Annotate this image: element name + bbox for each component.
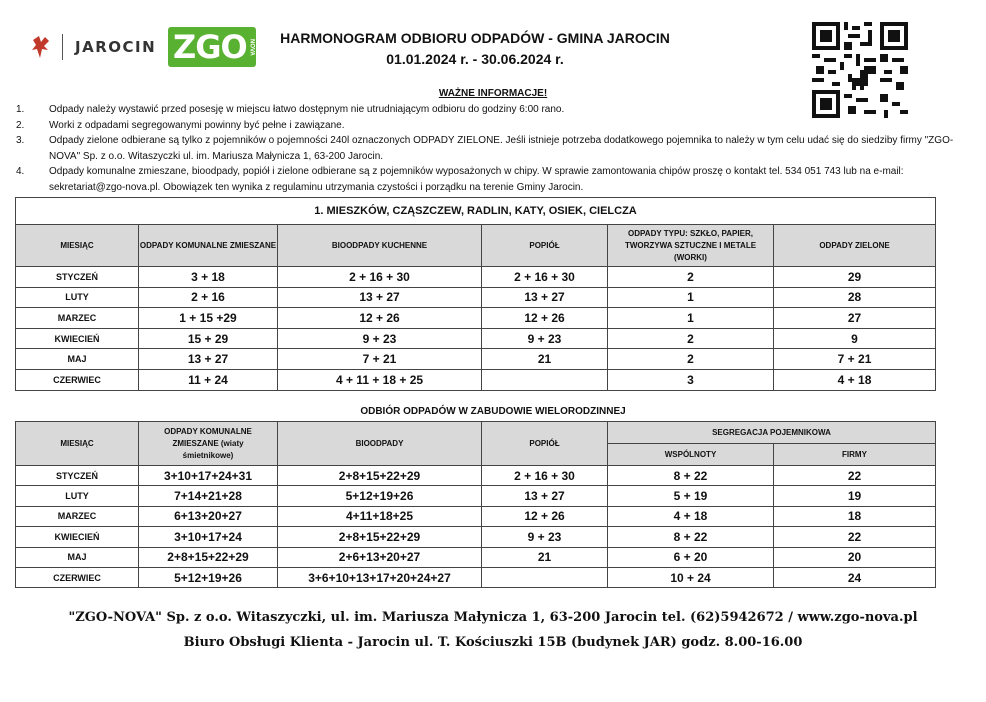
date-cell: 21 <box>482 547 608 567</box>
date-cell: 2+8+15+22+29 <box>278 527 482 547</box>
date-cell: 8 + 22 <box>608 466 774 486</box>
footer-office-hours: Biuro Obsługi Klienta - Jarocin ul. T. Kościuszki 15B (budynek JAR) godz. 8.00-16.00 <box>183 635 803 650</box>
date-cell: 4 + 11 + 18 + 25 <box>278 369 482 390</box>
date-cell: 1 + 15 +29 <box>139 308 278 329</box>
info-item-text: Worki z odpadami segregowanymi powinny być pełne i zawiązane. <box>49 119 345 131</box>
column-header: MIESIĄC <box>16 225 139 267</box>
title-line-1: HARMONOGRAM ODBIORU ODPADÓW - GMINA JAROCIN <box>280 30 670 46</box>
date-cell: 2 <box>608 267 774 288</box>
date-cell: 3 + 18 <box>139 267 278 288</box>
table-row <box>16 547 936 567</box>
info-item <box>16 164 956 195</box>
month-cell: MARZEC <box>16 506 139 526</box>
footer <box>0 605 986 655</box>
info-item-number: 2. <box>16 119 25 131</box>
month-cell: STYCZEŃ <box>16 466 139 486</box>
date-cell: 13 + 27 <box>139 349 278 370</box>
column-header: BIOODPADY <box>278 422 482 466</box>
date-cell: 5+12+19+26 <box>278 486 482 506</box>
month-cell: MAJ <box>16 349 139 370</box>
table-row <box>16 328 936 349</box>
info-item-text: Odpady komunalne zmieszane, bioodpady, popiół i zielone odbierane są z pojemników wyposażonych w chipy. W sprawie zamontowania chipów proszę o kontakt tel. 534 051 743 lub na e-mail: sekretariat@zgo-nova.pl. Obowiązek ten wynika z regulaminu utrzymania czystości i porządku na terenie Gminy Jarocin. <box>49 166 904 193</box>
date-cell: 6 + 20 <box>608 547 774 567</box>
date-cell: 29 <box>774 267 936 288</box>
date-cell: 3+10+17+24+31 <box>139 466 278 486</box>
month-cell: LUTY <box>16 486 139 506</box>
municipality-name: JAROCIN <box>75 38 157 56</box>
month-cell: MAJ <box>16 547 139 567</box>
table-row <box>16 267 936 288</box>
info-item-number: 4. <box>16 166 25 178</box>
date-cell: 18 <box>774 506 936 526</box>
table-row <box>16 466 936 486</box>
date-cell: 1 <box>608 287 774 308</box>
column-header: BIOODPADY KUCHENNE <box>278 225 482 267</box>
date-cell: 2+8+15+22+29 <box>139 547 278 567</box>
table-caption-multifamily: ODBIÓR ODPADÓW W ZABUDOWIE WIELORODZINNEJ <box>360 406 626 417</box>
date-cell: 4 + 18 <box>774 369 936 390</box>
table-row <box>16 567 936 587</box>
date-cell: 3 <box>608 369 774 390</box>
column-header: POPIÓŁ <box>482 225 608 267</box>
column-header: WSPÓLNOTY <box>608 444 774 466</box>
date-cell: 20 <box>774 547 936 567</box>
jarocin-logo <box>30 34 156 60</box>
date-cell: 15 + 29 <box>139 328 278 349</box>
date-cell: 7 + 21 <box>774 349 936 370</box>
date-cell <box>482 567 608 587</box>
info-item <box>16 102 956 118</box>
column-header: FIRMY <box>774 444 936 466</box>
column-header: MIESIĄC <box>16 422 139 466</box>
date-cell: 2 + 16 <box>139 287 278 308</box>
date-cell: 2 <box>608 349 774 370</box>
info-item-number: 1. <box>16 104 25 115</box>
table-row <box>16 369 936 390</box>
date-cell: 5+12+19+26 <box>139 567 278 587</box>
column-header: ODPADY ZIELONE <box>774 225 936 267</box>
nova-logo-text: NOVA <box>248 38 255 56</box>
date-cell: 22 <box>774 466 936 486</box>
schedule-table-villages <box>15 197 936 391</box>
date-cell: 13 + 27 <box>482 287 608 308</box>
table-row <box>16 527 936 547</box>
info-item <box>16 133 956 164</box>
date-cell: 6+13+20+27 <box>139 506 278 526</box>
date-cell: 9 <box>774 328 936 349</box>
schedule-table-multifamily <box>15 421 936 588</box>
column-header: SEGREGACJA POJEMNIKOWA <box>608 422 936 444</box>
date-cell: 8 + 22 <box>608 527 774 547</box>
date-cell: 2+6+13+20+27 <box>278 547 482 567</box>
date-cell: 2 + 16 + 30 <box>278 267 482 288</box>
column-header: POPIÓŁ <box>482 422 608 466</box>
info-heading: WAŻNE INFORMACJE! <box>438 88 548 99</box>
table-row <box>16 506 936 526</box>
table-row <box>16 287 936 308</box>
date-cell: 3+10+17+24 <box>139 527 278 547</box>
month-cell: MARZEC <box>16 308 139 329</box>
date-cell: 9 + 23 <box>482 527 608 547</box>
date-cell: 12 + 26 <box>278 308 482 329</box>
column-header: ODPADY KOMUNALNE ZMIESZANE <box>139 225 278 267</box>
date-cell: 7+14+21+28 <box>139 486 278 506</box>
date-cell: 11 + 24 <box>139 369 278 390</box>
info-item <box>16 118 956 134</box>
date-cell: 9 + 23 <box>482 328 608 349</box>
month-cell: LUTY <box>16 287 139 308</box>
date-cell: 12 + 26 <box>482 506 608 526</box>
date-cell: 2 <box>608 328 774 349</box>
table-row <box>16 308 936 329</box>
title-line-2: 01.01.2024 r. - 30.06.2024 r. <box>386 51 564 67</box>
column-header: ODPADY KOMUNALNE ZMIESZANE (wiaty śmietnikowe) <box>139 422 278 466</box>
jarocin-crest-icon <box>30 34 52 60</box>
date-cell: 28 <box>774 287 936 308</box>
info-item-text: Odpady zielone odbierane są tylko z pojemników o pojemności 240l oznaczonych ODPADY ZIELONE. Jeśli istnieje potrzeba dodatkowego pojemnika to należy w tym celu udać się do siedziby firmy "ZGO-NOVA" Sp. z o.o. Witaszyczki ul. im. Mariusza Małynicza 1, 63-200 Jarocin. <box>49 135 954 162</box>
info-item-text: Odpady należy wystawić przed posesję w miejscu łatwo dostępnym nie utrudniającym odbioru do godziny 6:00 rano. <box>49 104 565 115</box>
date-cell: 19 <box>774 486 936 506</box>
date-cell: 2 + 16 + 30 <box>482 267 608 288</box>
table-caption: 1. MIESZKÓW, CZĄSZCZEW, RADLIN, KATY, OSIEK, CIELCZA <box>16 198 936 225</box>
month-cell: STYCZEŃ <box>16 267 139 288</box>
date-cell: 1 <box>608 308 774 329</box>
month-cell: KWIECIEŃ <box>16 328 139 349</box>
date-cell: 3+6+10+13+17+20+24+27 <box>278 567 482 587</box>
month-cell: CZERWIEC <box>16 567 139 587</box>
table-row <box>16 349 936 370</box>
date-cell: 12 + 26 <box>482 308 608 329</box>
date-cell: 22 <box>774 527 936 547</box>
info-list <box>16 102 956 196</box>
date-cell: 10 + 24 <box>608 567 774 587</box>
date-cell: 24 <box>774 567 936 587</box>
date-cell: 5 + 19 <box>608 486 774 506</box>
date-cell: 13 + 27 <box>482 486 608 506</box>
table-row <box>16 486 936 506</box>
info-item-number: 3. <box>16 135 25 147</box>
date-cell: 4 + 18 <box>608 506 774 526</box>
date-cell: 7 + 21 <box>278 349 482 370</box>
zgo-logo-text: ZGO <box>173 28 247 66</box>
date-cell: 2+8+15+22+29 <box>278 466 482 486</box>
page-title <box>270 28 680 70</box>
zgo-nova-logo <box>168 27 256 67</box>
month-cell: KWIECIEŃ <box>16 527 139 547</box>
month-cell: CZERWIEC <box>16 369 139 390</box>
date-cell <box>482 369 608 390</box>
date-cell: 4+11+18+25 <box>278 506 482 526</box>
column-header: ODPADY TYPU: SZKŁO, PAPIER, TWORZYWA SZTUCZNE I METALE (WORKI) <box>608 225 774 267</box>
date-cell: 21 <box>482 349 608 370</box>
date-cell: 13 + 27 <box>278 287 482 308</box>
footer-address: "ZGO-NOVA" Sp. z o.o. Witaszyczki, ul. im. Mariusza Małynicza 1, 63-200 Jarocin tel. (62)5942672 / www.zgo-nova.pl <box>68 610 918 625</box>
date-cell: 27 <box>774 308 936 329</box>
date-cell: 2 + 16 + 30 <box>482 466 608 486</box>
date-cell: 9 + 23 <box>278 328 482 349</box>
